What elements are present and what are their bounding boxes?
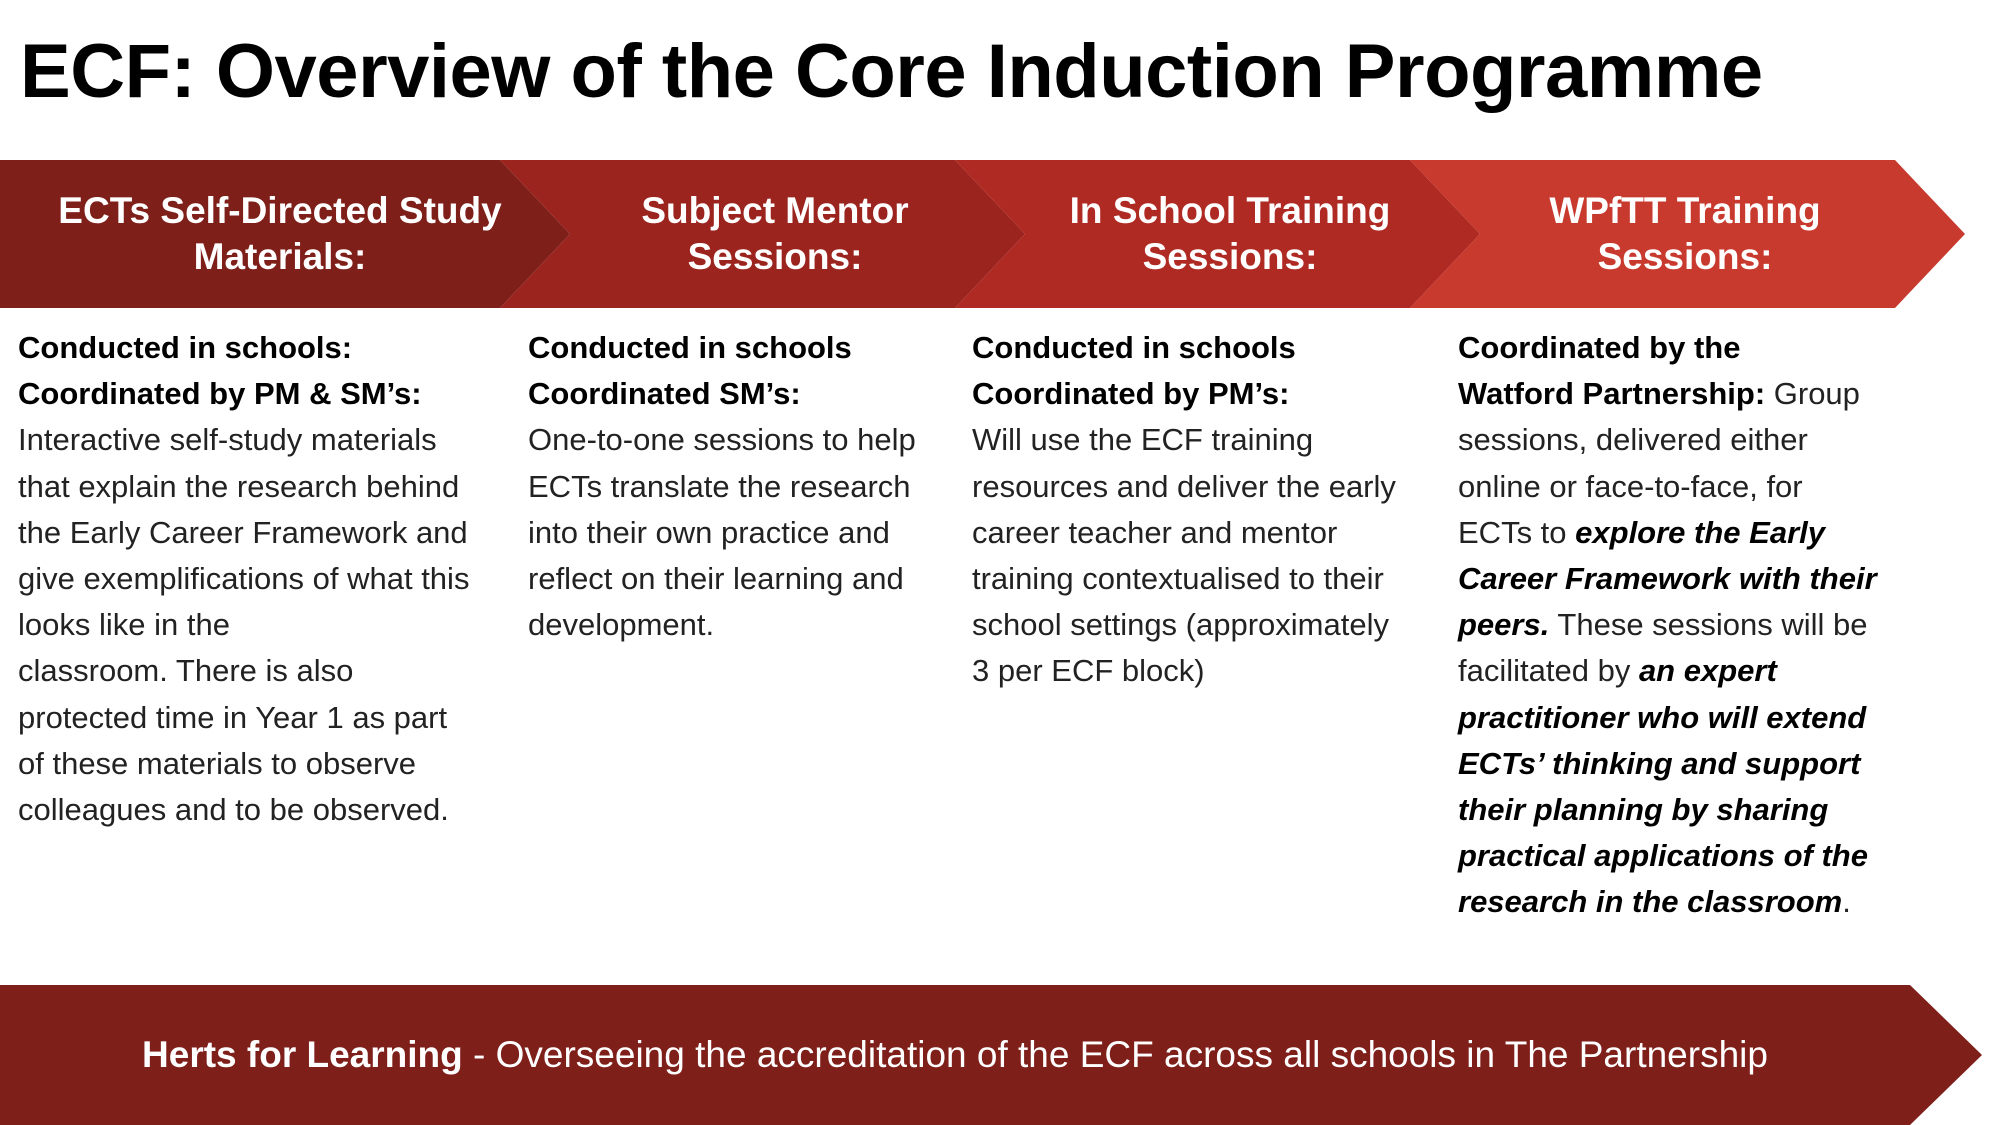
body-text: career teacher and mentor [972,514,1338,550]
stage-1-label-line: Materials: [193,236,367,277]
description-line [1458,417,1908,463]
description-line [1458,325,1908,371]
emphasis-text: ECTs’ thinking and support [1458,745,1861,781]
description-line [528,417,968,463]
description-line [972,556,1412,602]
description-line [972,325,1412,371]
description-line [18,787,518,833]
description-line [1458,787,1908,833]
footer-org: Herts for Learning [142,1034,463,1075]
description-line [1458,741,1908,787]
description-line [1458,556,1908,602]
body-text: resources and deliver the early [972,468,1396,504]
emphasis-text: Conducted in schools [528,330,852,365]
stage-3-label-line: In School Training [1069,190,1391,231]
emphasis-text: Conducted in schools [972,330,1296,365]
emphasis-text: Watford Partnership: [1458,376,1766,412]
description-line [972,371,1412,417]
stage-2-description [528,325,968,648]
emphasis-text: practitioner who will extend [1458,699,1867,735]
body-text: colleagues and to be observed. [18,792,449,828]
description-line [1458,602,1908,648]
body-text: facilitated by [1458,653,1639,689]
emphasis-text: their planning by sharing [1458,792,1829,828]
description-line [528,602,968,648]
stage-2-label-line: Sessions: [687,236,863,277]
emphasis-text: practical applications of the [1458,838,1868,874]
footer-description: - Overseeing the accreditation of the ECF across all schools in The Partnership [462,1034,1768,1075]
stage-2-label [555,188,995,280]
body-text: online or face-to-face, for [1458,468,1803,504]
process-flow [0,160,1970,308]
description-line [528,510,968,556]
stage-3-label [1010,188,1450,280]
body-text: ECTs to [1458,514,1576,550]
body-text: sessions, delivered either [1458,422,1808,458]
description-line [528,464,968,510]
description-line [18,417,518,463]
body-text: the Early Career Framework and [18,514,468,550]
stage-2-label-line: Subject Mentor [641,190,909,231]
body-text: 3 per ECF block) [972,653,1205,689]
description-line [972,464,1412,510]
emphasis-text: Conducted in schools: [18,330,353,365]
description-line [18,464,518,510]
stage-1-description [18,325,518,833]
body-text: school settings (approximately [972,607,1389,643]
stage-3-description [972,325,1412,695]
stage-4-label-line: Sessions: [1597,236,1773,277]
description-line [972,510,1412,556]
description-line [1458,464,1908,510]
description-line [528,556,968,602]
body-text: of these materials to observe [18,745,417,781]
emphasis-text: Coordinated SM’s: [528,376,801,412]
description-line [972,648,1412,694]
description-line [18,741,518,787]
description-line [1458,510,1908,556]
body-text: These sessions will be [1549,607,1868,643]
body-text: give exemplifications of what this [18,561,470,597]
description-line [18,602,518,648]
description-line [972,417,1412,463]
description-line [18,325,518,371]
stage-1-label [20,188,540,280]
description-line [1458,371,1908,417]
body-text: ECTs translate the research [528,468,911,504]
description-line [18,371,518,417]
stage-4-label-line: WPfTT Training [1549,190,1821,231]
body-text: Interactive self-study materials [18,422,437,458]
description-line [528,371,968,417]
description-line [1458,833,1908,879]
body-text: reflect on their learning and [528,561,904,597]
footer-banner [0,985,1985,1125]
emphasis-text: an expert [1638,653,1777,689]
emphasis-text: explore the Early [1575,514,1825,550]
footer-text [0,985,1910,1125]
emphasis-text: Coordinated by PM’s: [972,376,1290,412]
description-line [528,325,968,371]
emphasis-text: Career Framework with their [1458,561,1877,597]
body-text: protected time in Year 1 as part [18,699,448,735]
description-line [18,695,518,741]
description-line [18,648,518,694]
body-text: . [1842,884,1851,920]
body-text: development. [528,607,715,643]
description-line [18,556,518,602]
description-line [1458,695,1908,741]
body-text: into their own practice and [528,514,890,550]
stage-4-label [1465,188,1905,280]
body-text: training contextualised to their [972,561,1384,597]
description-line [1458,648,1908,694]
description-line [18,510,518,556]
emphasis-text: peers. [1458,607,1550,643]
page-title: ECF: Overview of the Core Induction Programme [20,29,1763,114]
description-line [1458,879,1908,925]
emphasis-text: Coordinated by the [1458,330,1741,365]
body-text: Will use the ECF training [972,422,1314,458]
emphasis-text: research in the classroom [1458,884,1843,920]
description-line [972,602,1412,648]
body-text: One-to-one sessions to help [528,422,916,458]
body-text: looks like in the [18,607,230,643]
body-text: Group [1765,376,1860,412]
emphasis-text: Coordinated by PM & SM’s: [18,376,422,412]
body-text: that explain the research behind [18,468,460,504]
stage-4-description [1458,325,1908,926]
body-text: classroom. There is also [18,653,354,689]
stage-3-label-line: Sessions: [1142,236,1318,277]
stage-1-label-line: ECTs Self-Directed Study [58,190,502,231]
